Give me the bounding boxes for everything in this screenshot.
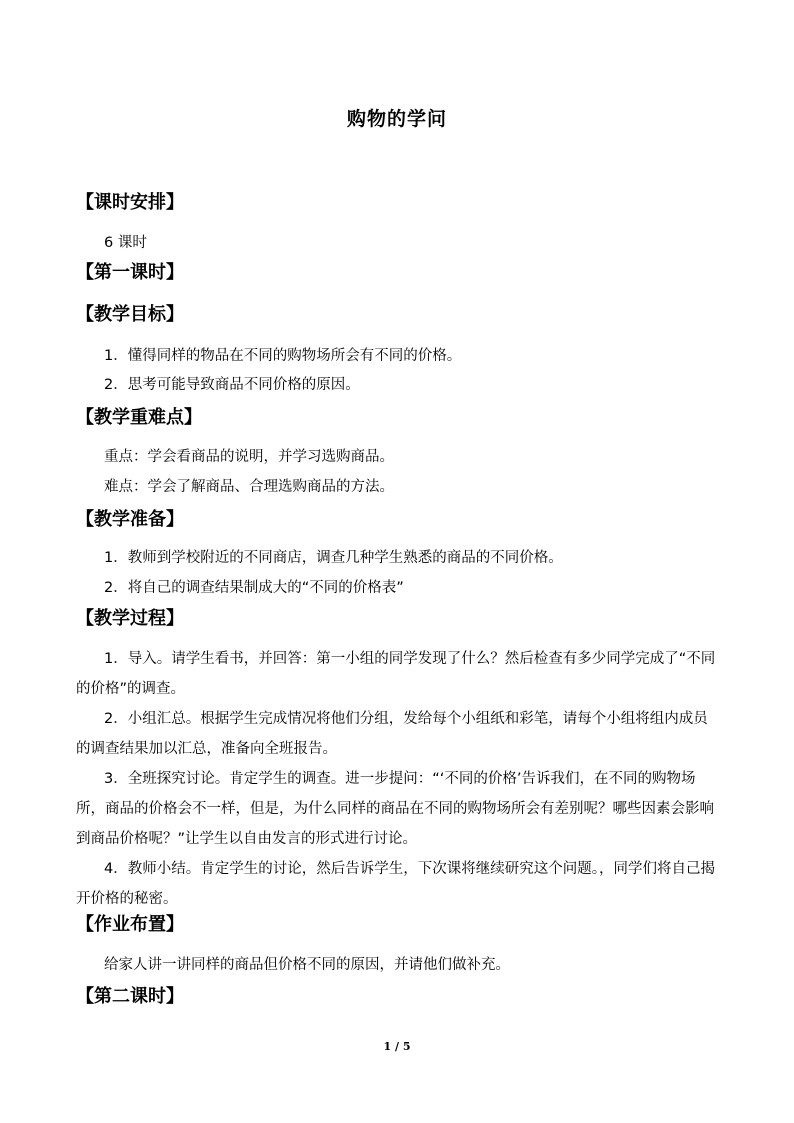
key-point: 重点：学会看商品的说明，并学习选购商品。 bbox=[104, 449, 394, 465]
homework-text: 给家人讲一讲同样的商品但价格不同的原因，并请他们做补充。 bbox=[104, 957, 510, 973]
document-title: 购物的学问 bbox=[346, 108, 447, 130]
process-step-4: 4．教师小结。肯定学生的讨论，然后告诉学生，下次课将继续研究这个问题。，同学们将自己揭开价格的秘密。 bbox=[76, 861, 715, 907]
process-step-3: 3．全班探究讨论。肯定学生的调查。进一步提问：“‘不同的价格’告诉我们，在不同的购物场所，商品的价格会不一样，但是，为什么同样的商品在不同的购物场所会有差别呢？哪些因素会影响到商品价格呢？”让学生以自由发言的形式进行讨论。 bbox=[76, 771, 714, 847]
heading-key-points: 【教学重难点】 bbox=[76, 407, 202, 428]
objective-2: 2．思考可能导致商品不同价格的原因。 bbox=[104, 377, 360, 393]
heading-preparation: 【教学准备】 bbox=[76, 509, 184, 530]
heading-second-lesson: 【第二课时】 bbox=[76, 986, 184, 1007]
heading-lesson-arrangement: 【课时安排】 bbox=[76, 192, 184, 213]
objective-1: 1．懂得同样的物品在不同的购物场所会有不同的价格。 bbox=[104, 348, 462, 364]
process-step-1: 1．导入。请学生看书，并回答：第一小组的同学发现了什么？然后检查有多少同学完成了“不同的价格”的调查。 bbox=[76, 651, 716, 697]
page-number: 1 / 5 bbox=[383, 1040, 411, 1053]
process-step-2: 2．小组汇总。根据学生完成情况将他们分组，发给每个小组纸和彩笔，请每个小组将组内成员的调查结果加以汇总，准备向全班报告。 bbox=[76, 711, 708, 757]
preparation-2: 2．将自己的调查结果制成大的“不同的价格表” bbox=[104, 580, 404, 596]
lesson-count: 6 课时 bbox=[104, 235, 147, 251]
difficulty: 难点：学会了解商品、合理选购商品的方法。 bbox=[104, 479, 394, 495]
heading-process: 【教学过程】 bbox=[76, 608, 184, 629]
heading-objectives: 【教学目标】 bbox=[76, 304, 184, 325]
heading-first-lesson: 【第一课时】 bbox=[76, 262, 184, 283]
preparation-1: 1．教师到学校附近的不同商店，调查几种学生熟悉的商品的不同价格。 bbox=[104, 550, 563, 566]
heading-homework: 【作业布置】 bbox=[76, 914, 184, 935]
